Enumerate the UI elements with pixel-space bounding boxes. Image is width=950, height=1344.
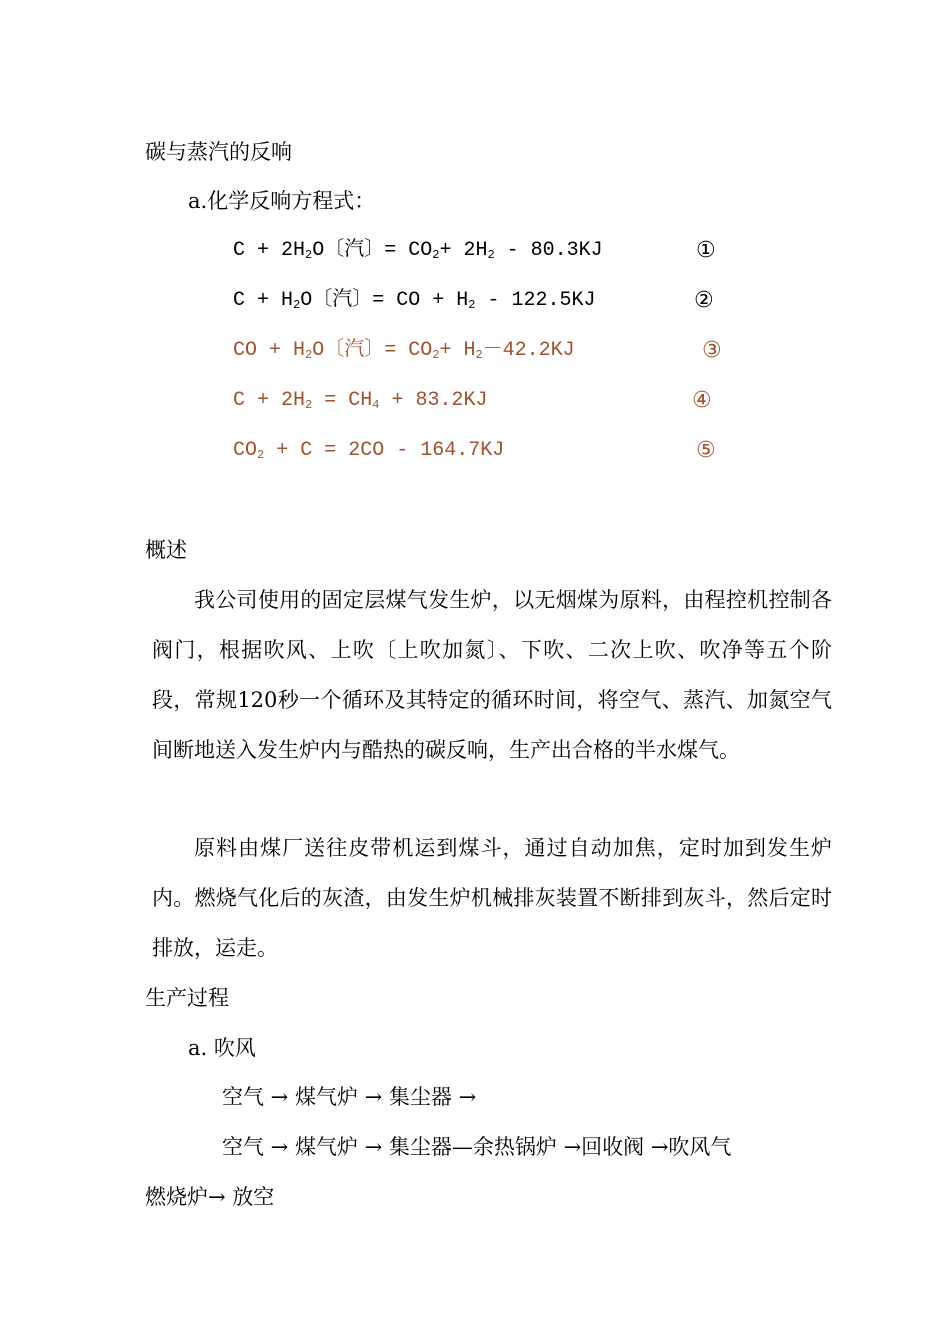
flow-line-1: 空气 → 煤气炉 → 集尘器 → [222, 1085, 477, 1109]
equation-number-4: ④ [692, 388, 712, 413]
overview-heading: 概述 [145, 538, 187, 562]
equation-number-2: ② [694, 288, 714, 313]
flow-line-2: 空气 → 煤气炉 → 集尘器—余热锅炉 →回收阀 →吹风气 [222, 1135, 732, 1159]
process-heading: 生产过程 [145, 986, 229, 1010]
overview-paragraph-2: 原料由煤厂送往皮带机运到煤斗，通过自动加焦，定时加到发生炉内。燃烧气化后的灰渣，由发生炉机械排灰装置不断排到灰斗，然后定时排放，运走。 [152, 836, 832, 960]
equation-3: CO + $H_2O$〔汽〕= $CO_2+ H_2-42.2KJ$ [233, 339, 575, 362]
flow-line-3: 燃烧炉→ 放空 [145, 1185, 275, 1209]
equation-number-3: ③ [702, 338, 722, 363]
equation-5: $CO_2 + C = 2CO - 164.7KJ$ [233, 439, 505, 462]
equation-2: $C + H_2O$〔汽〕= CO + $H_2 - 122.5KJ$ [233, 289, 596, 312]
equation-label: a.化学反响方程式： [188, 189, 376, 213]
reaction-heading: 碳与蒸汽的反响 [145, 140, 292, 164]
equation-number-5: ⑤ [696, 438, 716, 463]
equation-1: $C + 2H_2O$〔汽〕= $CO_2+ 2H_2 - 80.3KJ$ [233, 239, 603, 262]
equation-number-1: ① [696, 238, 716, 263]
overview-paragraph-1: 我公司使用的固定层煤气发生炉，以无烟煤为原料，由程控机控制各阀门，根据吹风、上吹〔上吹加氮〕、下吹、二次上吹、吹净等五个阶段，常规120秒一个循环及其特定的循环时间，将空气、蒸汽、加氮空气间断地送入发生炉内与酷热的碳反响，生产出合格的半水煤气。 [152, 588, 832, 762]
blow-label: a. 吹风 [188, 1036, 256, 1060]
equation-4: $C + 2H_2 = CH_4 + 83.2KJ$ [233, 389, 488, 412]
